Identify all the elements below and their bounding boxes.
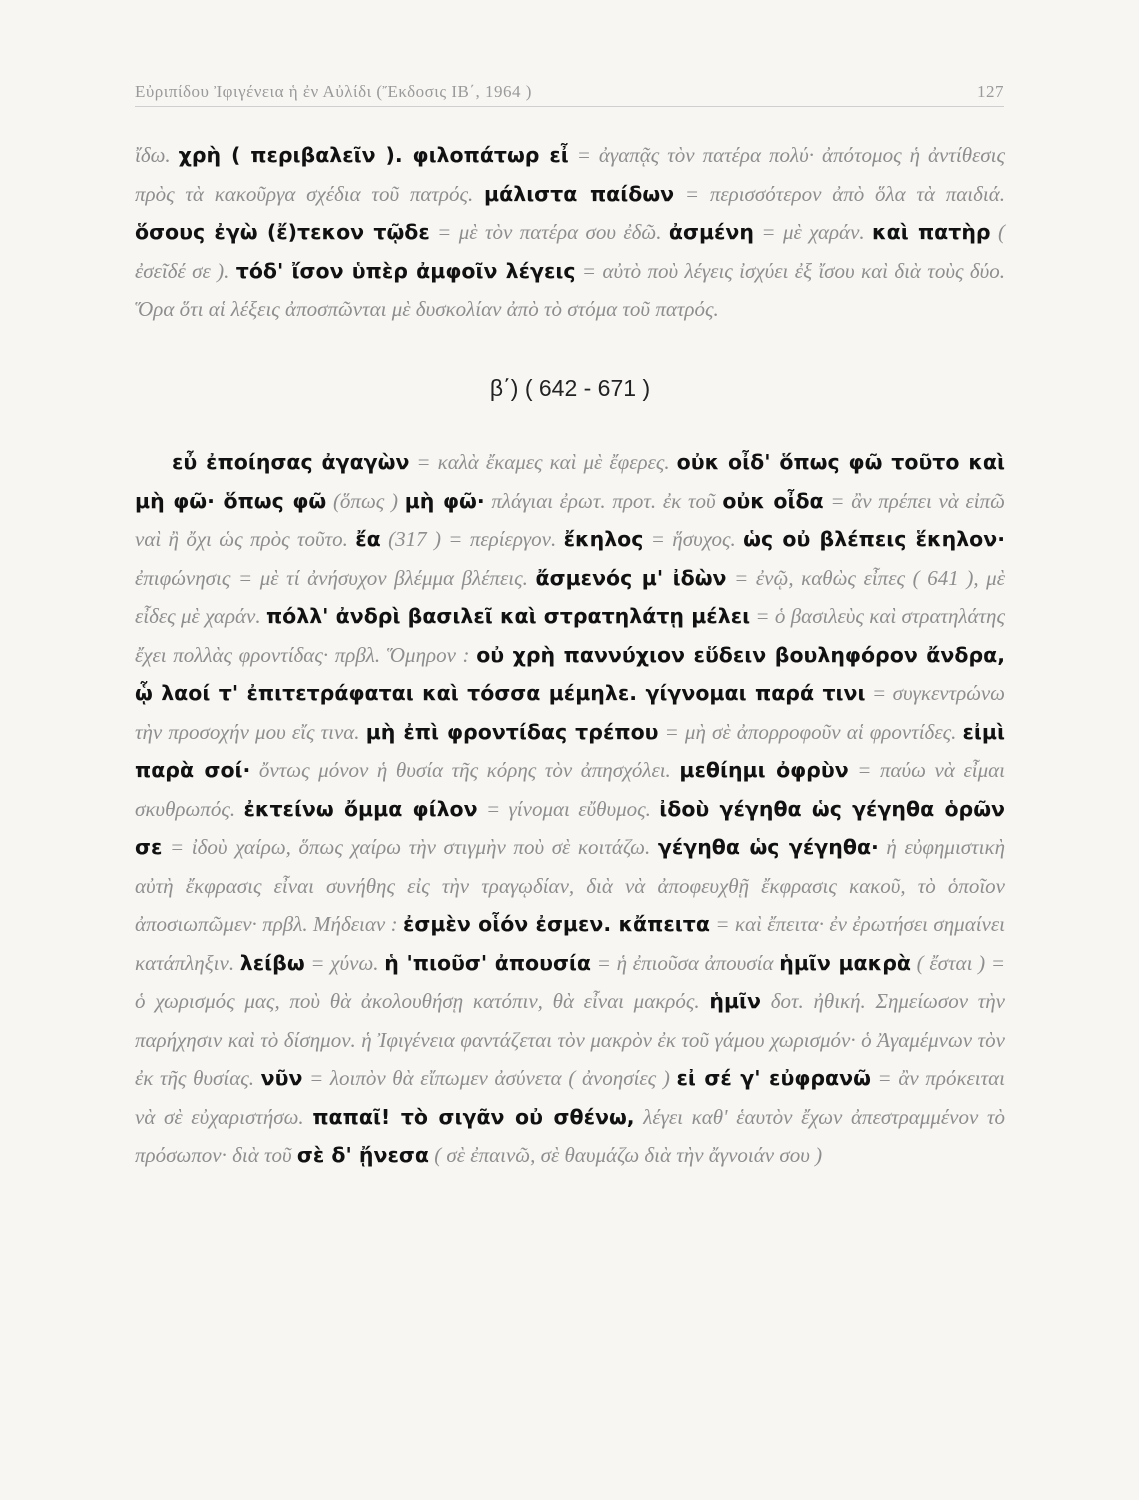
gloss-text: = συγκεντρώνω τὴν προσοχήν μου εἴς τινα. [135,681,1006,744]
gloss-text: = ἡ ἐπιοῦσα ἀπουσία [591,950,780,975]
gloss-text: (ὅπως ) [326,488,405,513]
lemma-text: εἰμὶ παρὰ σοί· [135,719,1005,782]
gloss-text: ἴδω. [135,143,179,167]
lemma-text: ἄσμενός μ' ἰδὼν [535,565,727,590]
lemma-text: ἔα [355,527,381,551]
lemma-text: ἐκτείνω ὄμμα φίλον [243,796,478,821]
lemma-text: μὴ φῶ· [404,488,485,513]
lemma-text: τόδ' ἴσον ὑπὲρ ἀμφοῖν λέγεις [235,258,576,283]
lemma-text: καὶ πατὴρ [872,220,991,244]
page-number: 127 [977,82,1004,101]
lemma-text: χρὴ ( περιβαλεῖν ). φιλοπάτωρ εἶ [178,143,569,167]
gloss-text: = χύνω. [304,950,385,975]
gloss-text: = ἂν πρέπει νὰ εἰπῶ ναὶ ἢ ὄχι ὡς πρὸς τοῦτο. [135,488,1005,551]
gloss-text: = μὲ χαράν. [754,220,873,244]
lemma-text: μάλιστα παίδων [484,181,675,206]
gloss-text: ἐπιφώνησις = μὲ τί ἀνήσυχον βλέμμα βλέπεις. [135,565,536,590]
lemma-text: ὡς οὐ βλέπεις ἕκηλον· [743,527,1006,551]
lemma-text: ἰδοὺ γέγηθα ὡς γέγηθα ὁρῶν σε [135,796,1005,859]
header-rule [135,106,1004,107]
gloss-text: = μὴ σὲ ἀπορροφοῦν αἱ φροντίδες. [658,719,963,744]
lemma-text: μὴ ἐπὶ φροντίδας τρέπου [365,719,659,744]
lemma-text: παπαῖ! τὸ σιγᾶν οὐ σθένω, [312,1104,635,1129]
lemma-text: οὐ χρὴ παννύχιον εὕδειν βουληφόρον ἄνδρα, ᾧ λαοί τ' ἐπιτετράφαται καὶ τόσσα μέμηλε. γίγνομαι παρά τινι [135,642,1005,705]
gloss-text: = περισσότερον ἀπὸ ὅλα τὰ παιδιά. [674,181,1005,206]
gloss-text: = ἂν πρόκειται νὰ σὲ εὐχαριστήσω. [135,1066,1006,1129]
lemma-text: λείβω [239,950,305,975]
lemma-text: οὐκ οἶδα [722,488,824,513]
lemma-text: πόλλ' ἀνδρὶ βασιλεῖ καὶ στρατηλάτῃ μέλει [265,604,751,628]
gloss-text: = ἐνῷ, καθὼς εἶπες ( 641 ), μὲ εἶδες μὲ χαράν. [135,565,1005,628]
gloss-text: = ὁ βασιλεὺς καὶ στρατηλάτης ἔχει πολλὰς φροντίδας· πρβλ. Ὅμηρον : [135,604,1005,667]
lemma-text: γέγηθα ὡς γέγηθα· [657,835,879,859]
gloss-text: = γίνομαι εὔθυμος. [477,796,660,821]
gloss-text: λέγει καθ' ἑαυτὸν ἔχων ἀπεστραμμένον τὸ πρόσωπον· διὰ τοῦ [135,1104,1005,1167]
gloss-text: = ἰδοὺ χαίρω, ὅπως χαίρω τὴν στιγμὴν ποὺ σὲ κοιτάζω. [162,835,658,859]
gloss-text: = ἀγαπᾷς τὸν πατέρα πολύ· ἀπότομος ἡ ἀντίθεσις πρὸς τὰ κακοῦργα σχέδια τοῦ πατρός. [135,143,1005,206]
lemma-text: ἡ 'πιοῦσ' ἀπουσία [384,950,591,975]
gloss-text: πλάγιαι ἐρωτ. προτ. ἐκ τοῦ [484,488,723,513]
lemma-text: ὅσους ἐγὼ (ἔ)τεκον τῷδε [135,220,430,244]
gloss-text: ( ἔσται ) = ὁ χωρισμός μας, ποὺ θὰ ἀκολουθήσῃ κατόπιν, θὰ εἶναι μακρός. [135,950,1006,1013]
running-head [135,72,1004,102]
lemma-text: οὐκ οἶδ' ὅπως φῶ τοῦτο καὶ μὴ φῶ· ὅπως φῶ [135,450,1005,513]
gloss-text: (317 ) = περίεργον. [380,527,564,551]
lemma-text: μεθίημι ὀφρὺν [679,758,849,782]
gloss-text: = ἥσυχος. [643,527,744,551]
lemma-text: εἰ σέ γ' εὐφρανῶ [676,1066,871,1090]
lemma-text: ἀσμένη [668,220,754,244]
running-title: Εὐριπίδου Ἰφιγένεια ἡ ἐν Αὐλίδι (Ἔκδοσις ΙΒ΄, 1964 ) [135,82,532,101]
gloss-text: ( ἐσεῖδέ σε ). [135,220,1005,283]
commentary-body [135,136,1005,1175]
gloss-text: = αὐτὸ ποὺ λέγεις ἰσχύει ἐξ ἴσου καὶ διὰ τοὺς δύο. Ὅρα ὅτι αἱ λέξεις ἀποσπῶνται μὲ δυσκολίαν ἀπὸ τὸ στόμα τοῦ πατρός. [135,258,1005,321]
lemma-text: ἔκηλος [563,527,644,551]
gloss-text: = λοιπὸν θὰ εἴπωμεν ἀσύνετα ( ἀνοησίες ) [302,1066,677,1090]
gloss-text: δοτ. ἠθική. Σημείωσον τὴν παρήχησιν καὶ τὸ δίσημον. ἡ Ἰφιγένεια φαντάζεται τὸν μακρὸν ἐκ τοῦ γάμου χωρισμόν· ὁ Ἀγαμέμνων τὸν ἐκ τῆς θυσίας. [135,989,1005,1090]
gloss-text: = παύω νὰ εἶμαι σκυθρωπός. [135,758,1005,821]
lemma-text: εὖ ἐποίησας ἀγαγὼν [172,450,410,474]
section-heading: β΄) ( 642 - 671 ) [489,374,651,401]
lemma-text: σὲ δ' ᾔνεσα [296,1143,429,1167]
commentary-paragraph-2 [135,443,1005,1175]
lemma-text: ἡμῖν [709,989,762,1013]
lemma-text: ἡμῖν μακρὰ [779,950,911,975]
gloss-text: = καλὰ ἔκαμες καὶ μὲ ἔφερες. [409,450,677,474]
gloss-text: = καὶ ἔπειτα· ἐν ἐρωτήσει σημαίνει κατάπληξιν. [135,912,1005,975]
gloss-text: ὄντως μόνον ἡ θυσία τῆς κόρης τὸν ἀπησχόλει. [250,758,680,782]
gloss-text: = μὲ τὸν πατέρα σου ἐδῶ. [429,220,669,244]
gloss-text: ( σὲ ἐπαινῶ, σὲ θαυμάζω διὰ τὴν ἄγνοιάν σου ) [428,1143,823,1167]
lemma-text: ἐσμὲν οἷόν ἐσμεν. κἄπειτα [402,912,710,936]
gloss-text: ἡ εὐφημιστικὴ αὐτὴ ἔκφρασις εἶναι συνήθης εἰς τὴν τραγῳδίαν, διὰ νὰ ἀποφευχθῇ ἔκφρασις κακοῦ, τὸ ὁποῖον ἀποσιωπῶμεν· πρβλ. Μήδειαν : [135,835,1005,936]
commentary-paragraph-1 [135,136,1005,329]
lemma-text: νῦν [260,1066,303,1090]
